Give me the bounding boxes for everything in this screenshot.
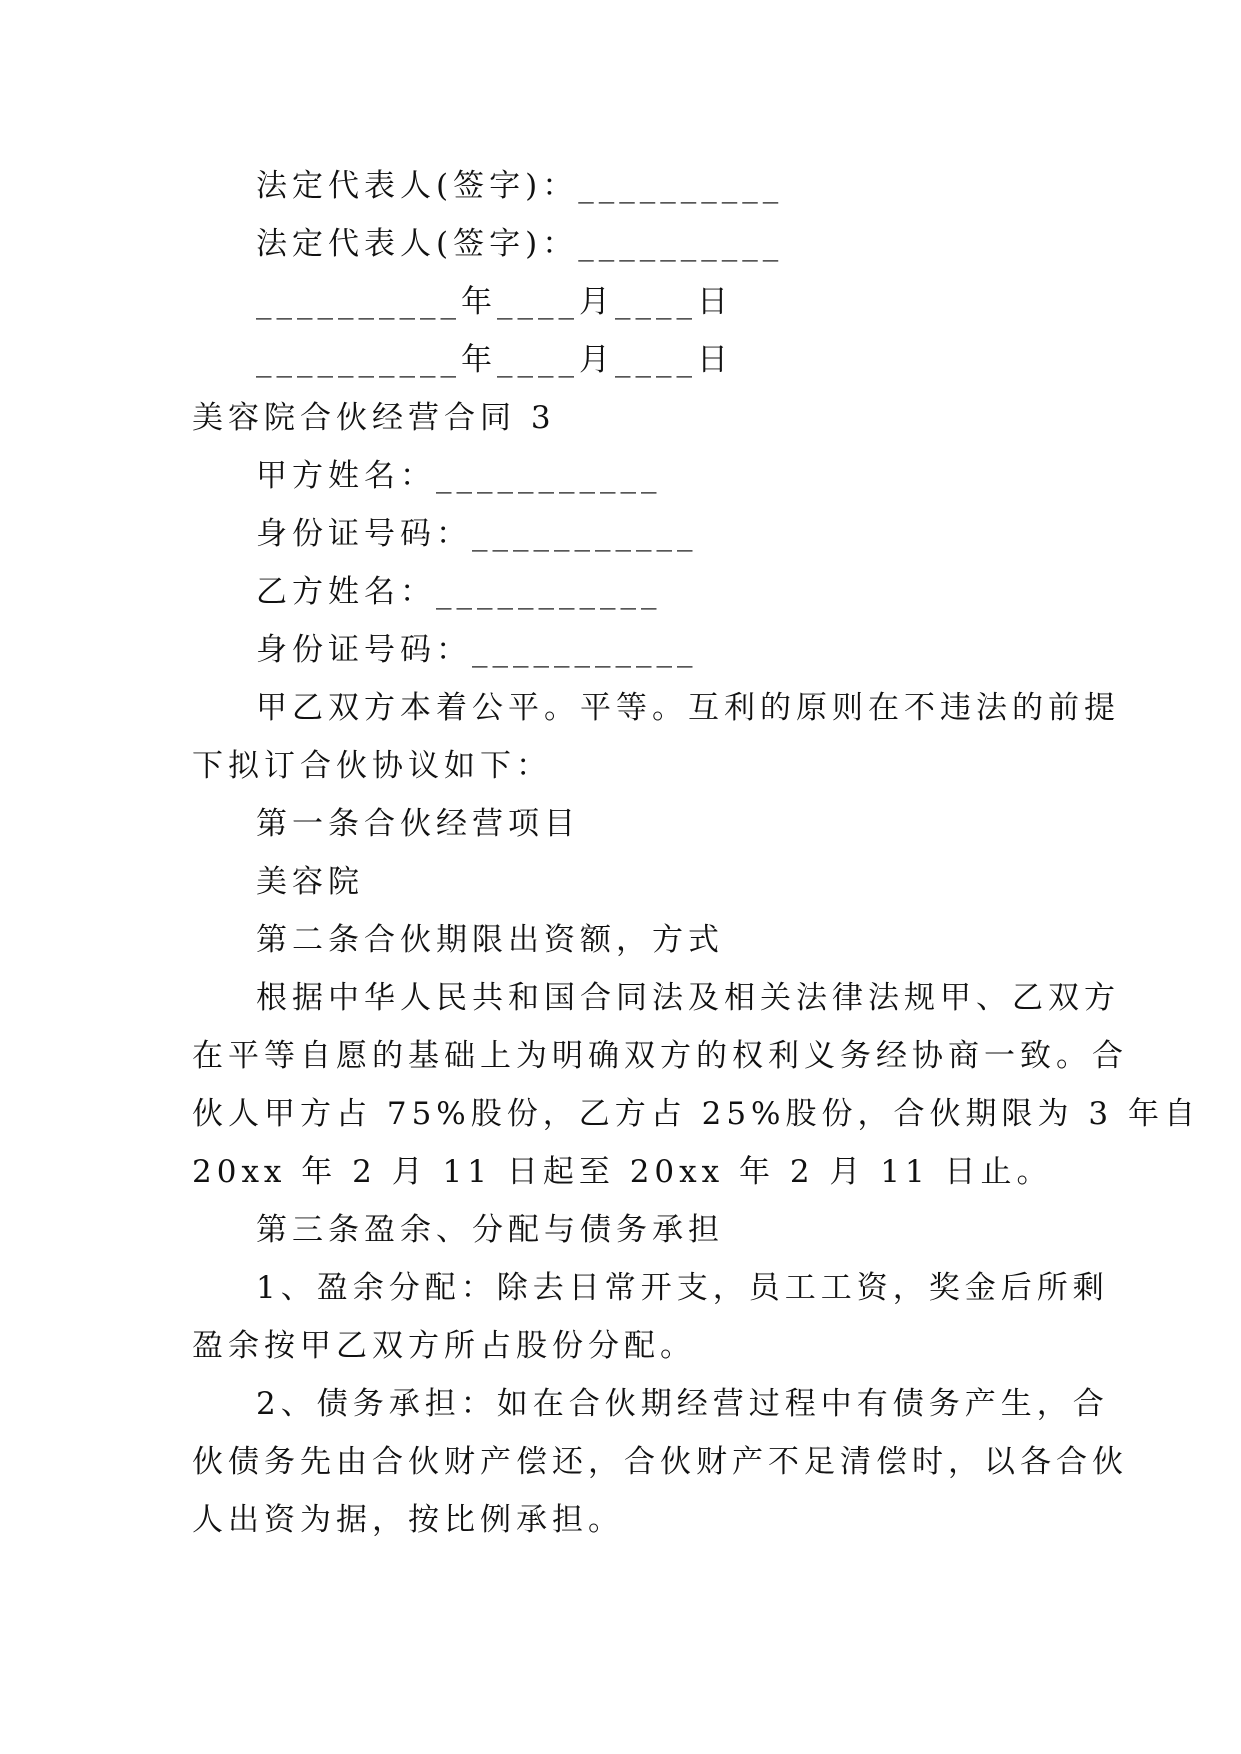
article-3-heading: 第三条盈余、分配与债务承担 [256, 1212, 724, 1248]
article-2-body-line-1: 根据中华人民共和国合同法及相关法律法规甲、乙双方 [256, 980, 1120, 1016]
preamble-line-1: 甲乙双方本着公平。平等。互利的原则在不违法的前提 [256, 690, 1120, 726]
article-3-item-1-line-2: 盈余按甲乙双方所占股份分配。 [192, 1328, 696, 1364]
article-2-heading: 第二条合伙期限出资额，方式 [256, 922, 724, 958]
article-2-body-line-2: 在平等自愿的基础上为明确双方的权利义务经协商一致。合 [192, 1038, 1128, 1074]
article-3-item-1-line-1: 1、盈余分配：除去日常开支，员工工资，奖金后所剩 [256, 1270, 1109, 1306]
party-b-name-field: 乙方姓名：___________ [256, 574, 662, 610]
preamble-line-2: 下拟订合伙协议如下： [192, 748, 552, 784]
contract-title: 美容院合伙经营合同 3 [192, 400, 556, 436]
party-b-id-field: 身份证号码：___________ [256, 632, 698, 668]
article-3-item-2-line-3: 人出资为据，按比例承担。 [192, 1502, 624, 1538]
signature-line-1: 法定代表人(签字)：__________ [256, 168, 784, 204]
article-3-item-2-line-1: 2、债务承担：如在合伙期经营过程中有债务产生，合 [256, 1386, 1109, 1422]
date-line-2: __________年____月____日 [256, 342, 733, 378]
party-a-id-field: 身份证号码：___________ [256, 516, 698, 552]
article-1-heading: 第一条合伙经营项目 [256, 806, 580, 842]
article-3-item-2-line-2: 伙债务先由合伙财产偿还，合伙财产不足清偿时，以各合伙 [192, 1444, 1128, 1480]
party-a-name-field: 甲方姓名：___________ [256, 458, 662, 494]
date-line-1: __________年____月____日 [256, 284, 733, 320]
article-2-body-line-4: 20xx 年 2 月 11 日起至 20xx 年 2 月 11 日止。 [192, 1154, 1053, 1190]
article-2-body-line-3: 伙人甲方占 75%股份，乙方占 25%股份，合伙期限为 3 年自 [192, 1096, 1200, 1132]
signature-line-2: 法定代表人(签字)：__________ [256, 226, 784, 262]
article-1-body: 美容院 [256, 864, 364, 900]
